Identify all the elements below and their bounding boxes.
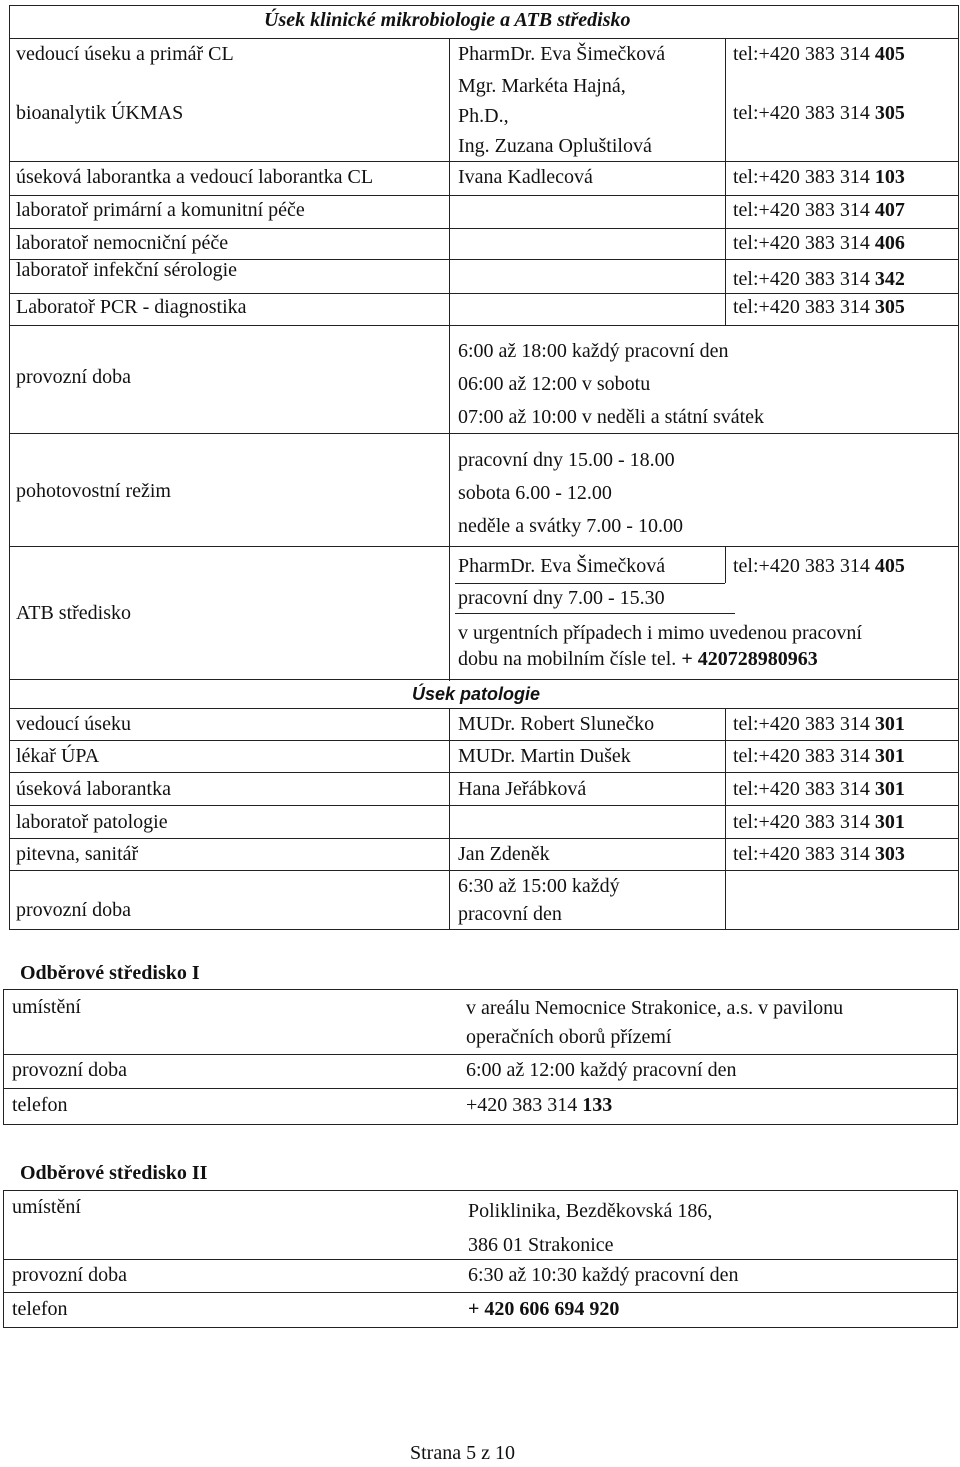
row-person: Jan Zdeněk <box>458 843 550 865</box>
phone-value: + 420 606 694 920 <box>468 1298 620 1320</box>
row-label: Laboratoř PCR - diagnostika <box>16 296 247 318</box>
location-value: Poliklinika, Bezděkovská 186, 386 01 Strakonice <box>468 1200 713 1256</box>
location-value: v areálu Nemocnice Strakonice, a.s. v pavilonu operačních oborů přízemí <box>466 997 844 1048</box>
row-label: laboratoř patologie <box>16 811 168 833</box>
row-phone: tel:+420 383 314 305 <box>733 296 905 318</box>
row-person: Ivana Kadlecová <box>458 166 593 188</box>
hours-label: provozní doba <box>16 899 131 921</box>
phone-label: telefon <box>12 1298 68 1320</box>
row-label: vedoucí úseku <box>16 713 131 735</box>
phone-value: +420 383 314 133 <box>466 1094 613 1116</box>
row-label: úseková laborantka <box>16 778 171 800</box>
row-person: PharmDr. Eva Šimečková <box>458 43 666 65</box>
location-label: umístění <box>12 1196 81 1218</box>
row-phone: tel:+420 383 314 405 <box>733 43 905 65</box>
row-person: Mgr. Markéta Hajná, Ph.D., Ing. Zuzana Opluštilová <box>458 75 652 157</box>
row-label: bioanalytik ÚKMAS <box>16 102 184 124</box>
hours-label: provozní doba <box>12 1264 127 1286</box>
row-phone: tel:+420 383 314 103 <box>733 166 905 188</box>
page-number: Strana 5 z 10 <box>410 1442 515 1464</box>
hours-value: 6:00 až 12:00 každý pracovní den <box>466 1059 737 1081</box>
phone-label: telefon <box>12 1094 68 1116</box>
row-phone: tel:+420 383 314 301 <box>733 778 905 800</box>
row-person: Hana Jeřábková <box>458 778 587 800</box>
row-label: úseková laborantka a vedoucí laborantka CL <box>16 166 374 188</box>
hours-label: provozní doba <box>16 366 131 388</box>
row-person: MUDr. Martin Dušek <box>458 745 631 767</box>
atb-person: PharmDr. Eva Šimečková <box>458 555 666 577</box>
row-label: laboratoř primární a komunitní péče <box>16 199 305 221</box>
row-label: laboratoř infekční sérologie <box>16 259 238 281</box>
row-phone: tel:+420 383 314 342 <box>733 268 905 290</box>
row-label: lékař ÚPA <box>16 745 100 767</box>
section-title: Úsek klinické mikrobiologie a ATB středisko <box>264 9 631 31</box>
hours-list: 6:00 až 18:00 každý pracovní den 06:00 až 12:00 v sobotu 07:00 až 10:00 v neděli a státní svátek <box>458 340 765 428</box>
standby-label: pohotovostní režim <box>16 480 171 502</box>
location-label: umístění <box>12 996 81 1018</box>
atb-label: ATB středisko <box>16 602 131 624</box>
hours-value: 6:30 až 10:30 každý pracovní den <box>468 1264 739 1286</box>
row-phone: tel:+420 383 314 301 <box>733 745 905 767</box>
atb-hours: pracovní dny 7.00 - 15.30 <box>458 587 665 609</box>
hours-list: 6:30 až 15:00 každý pracovní den <box>458 875 620 925</box>
atb-phone: tel:+420 383 314 405 <box>733 555 905 577</box>
row-phone: tel:+420 383 314 301 <box>733 713 905 735</box>
row-person: MUDr. Robert Slunečko <box>458 713 655 735</box>
row-phone: tel:+420 383 314 305 <box>733 102 905 124</box>
row-phone: tel:+420 383 314 406 <box>733 232 905 254</box>
section-title: Úsek patologie <box>412 684 541 704</box>
row-label: pitevna, sanitář <box>16 843 139 865</box>
row-phone: tel:+420 383 314 301 <box>733 811 905 833</box>
atb-note: v urgentních případech i mimo uvedenou pracovní <box>458 622 862 644</box>
atb-note-mobile: dobu na mobilním čísle tel. + 420728980963 <box>458 648 818 670</box>
row-phone: tel:+420 383 314 303 <box>733 843 905 865</box>
hours-label: provozní doba <box>12 1059 127 1081</box>
section-title: Odběrové středisko I <box>20 962 200 984</box>
section-title: Odběrové středisko II <box>20 1162 208 1184</box>
row-phone: tel:+420 383 314 407 <box>733 199 905 221</box>
row-label: vedoucí úseku a primář CL <box>16 43 234 65</box>
row-label: laboratoř nemocniční péče <box>16 232 229 254</box>
standby-list: pracovní dny 15.00 - 18.00 sobota 6.00 - 12.00 neděle a svátky 7.00 - 10.00 <box>458 449 683 537</box>
